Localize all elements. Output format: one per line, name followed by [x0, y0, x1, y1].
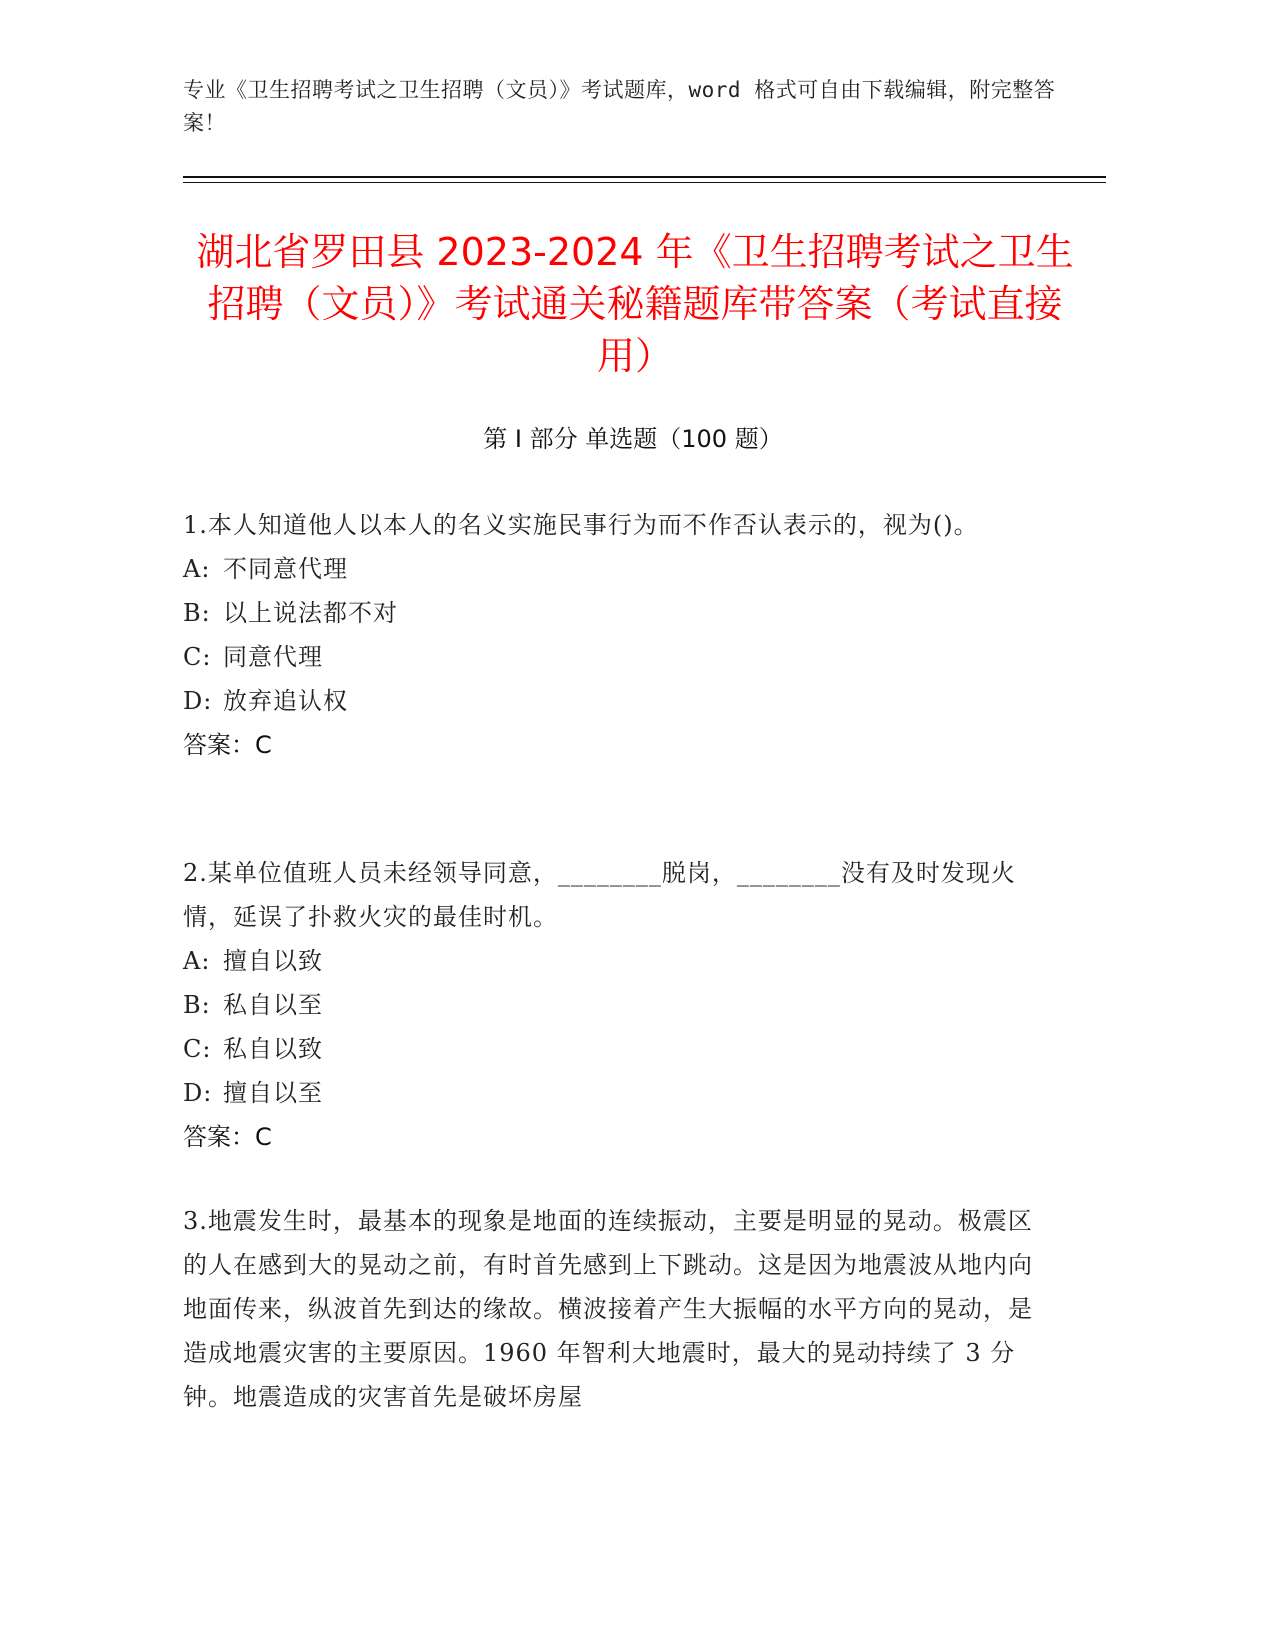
question-2 — [183, 851, 1033, 1159]
option-text: 私自以致 — [223, 1035, 323, 1063]
option-d — [183, 1071, 1033, 1115]
option-key: D: — [183, 687, 213, 715]
option-text: 不同意代理 — [223, 555, 348, 583]
option-b — [183, 591, 1033, 635]
option-key: D: — [183, 1079, 213, 1107]
option-key: A: — [183, 555, 211, 583]
option-c — [183, 1027, 1033, 1071]
option-c — [183, 635, 1033, 679]
answer: 答案：C — [183, 1123, 272, 1151]
document-title: 湖北省罗田县 2023-2024 年《卫生招聘考试之卫生招聘（文员）》考试通关秘籍题库带答案（考试直接用） — [196, 230, 1074, 378]
option-text: 擅自以至 — [223, 1079, 323, 1107]
option-key: C: — [183, 1035, 212, 1063]
question-3 — [183, 1199, 1033, 1419]
option-key: C: — [183, 643, 212, 671]
header-rule-thin — [183, 182, 1106, 183]
section-heading: 第 I 部分 单选题（100 题） — [483, 425, 783, 453]
question-1 — [183, 503, 1033, 767]
option-key: A: — [183, 947, 211, 975]
question-stem: 3.地震发生时，最基本的现象是地面的连续振动，主要是明显的晃动。极震区的人在感到大的晃动之前，有时首先感到上下跳动。这是因为地震波从地内向地面传来，纵波首先到达的缘故。横波接着产生大振幅的水平方向的晃动，是造成地震灾害的主要原因。1960 年智利大地震时，最大的晃动持续了 3 分钟。地震造成的灾害首先是破坏房屋 — [183, 1207, 1033, 1411]
header-note: 专业《卫生招聘考试之卫生招聘（文员）》考试题库，word 格式可自由下载编辑，附完整答案！ — [183, 78, 1056, 135]
option-text: 擅自以致 — [223, 947, 323, 975]
option-key: B: — [183, 991, 211, 1019]
option-a — [183, 547, 1033, 591]
option-key: B: — [183, 599, 211, 627]
question-stem: 2.某单位值班人员未经领导同意，________脱岗，________没有及时发现火情，延误了扑救火灾的最佳时机。 — [183, 859, 1016, 931]
option-b — [183, 983, 1033, 1027]
answer: 答案：C — [183, 731, 272, 759]
option-d — [183, 679, 1033, 723]
question-stem: 1.本人知道他人以本人的名义实施民事行为而不作否认表示的，视为()。 — [183, 511, 979, 539]
option-a — [183, 939, 1033, 983]
option-text: 同意代理 — [223, 643, 323, 671]
option-text: 以上说法都不对 — [223, 599, 398, 627]
option-text: 放弃追认权 — [223, 687, 348, 715]
option-text: 私自以至 — [223, 991, 323, 1019]
header-rule-thick — [183, 176, 1106, 178]
